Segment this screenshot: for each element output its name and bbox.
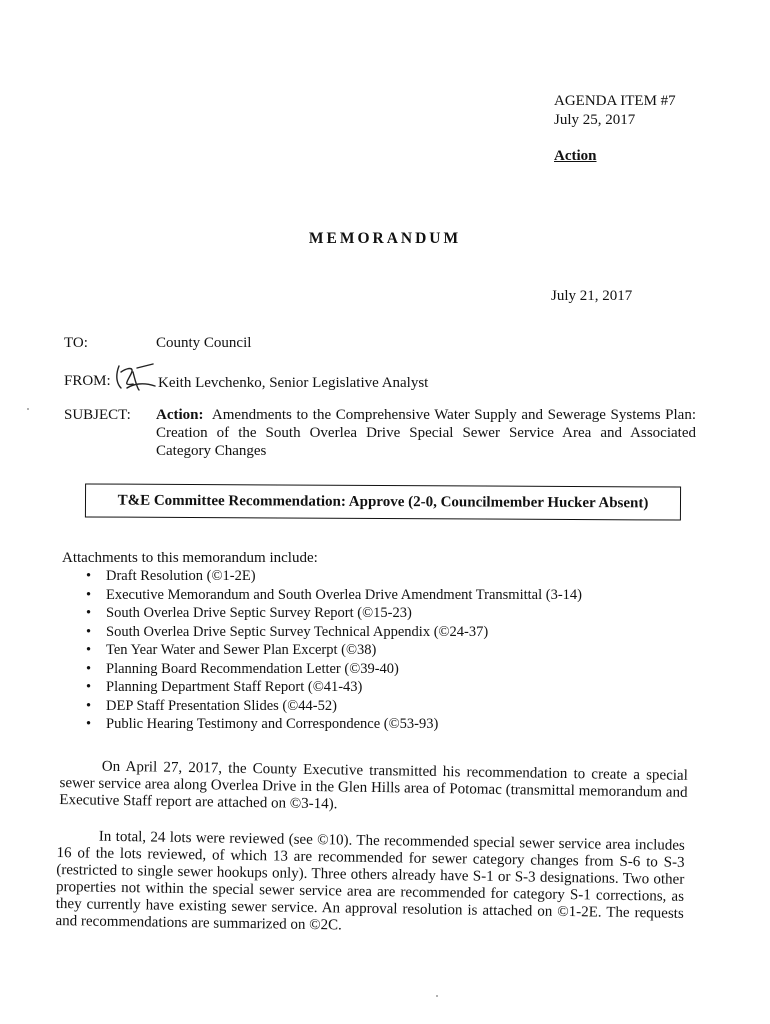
to-label: TO: bbox=[64, 335, 88, 351]
action-label: Action bbox=[554, 148, 597, 164]
agenda-header bbox=[554, 92, 676, 166]
memo-date: July 21, 2017 bbox=[551, 288, 633, 304]
subject-action-word: Action: bbox=[156, 407, 204, 423]
list-item: • Ten Year Water and Sewer Plan Excerpt (©38) bbox=[84, 641, 582, 660]
list-item: • Planning Board Recommendation Letter (©39-40) bbox=[84, 660, 582, 679]
paragraph-text: On April 27, 2017, the County Executive transmitted his recommendation to create a special sewer service area along Overlea Drive in the Glen Hills area of Potomac (transmittal memorandum and Executive Staff report are attached on ©3-14). bbox=[59, 758, 688, 813]
attachments-intro: Attachments to this memorandum include: bbox=[62, 550, 318, 566]
list-item: • Draft Resolution (©1-2E) bbox=[84, 567, 582, 586]
attachments-list bbox=[84, 567, 582, 734]
agenda-item-number: AGENDA ITEM #7 bbox=[554, 93, 676, 109]
scan-speck bbox=[436, 995, 438, 997]
subject-body: Amendments to the Comprehensive Water Supply and Sewerage Systems Plan: Creation of the South Overlea Drive Special Sewer Service Area and Associated Category Changes bbox=[156, 407, 696, 459]
list-item: • Executive Memorandum and South Overlea Drive Amendment Transmittal (3-14) bbox=[84, 586, 582, 605]
to-value: County Council bbox=[156, 335, 252, 351]
subject-text bbox=[156, 406, 696, 460]
scan-speck bbox=[27, 408, 29, 410]
memo-title: MEMORANDUM bbox=[308, 230, 462, 247]
list-item: • South Overlea Drive Septic Survey Report (©15-23) bbox=[84, 604, 582, 623]
subject-label: SUBJECT: bbox=[64, 407, 131, 423]
committee-recommendation-text: T&E Committee Recommendation: Approve (2-0, Councilmember Hucker Absent) bbox=[117, 492, 649, 511]
list-item: • Planning Department Staff Report (©41-43) bbox=[84, 678, 582, 697]
agenda-date: July 25, 2017 bbox=[554, 112, 636, 128]
paragraph-lots-reviewed bbox=[55, 828, 685, 940]
list-item: • DEP Staff Presentation Slides (©44-52) bbox=[84, 697, 582, 716]
from-value: Keith Levchenko, Senior Legislative Analyst bbox=[158, 375, 429, 391]
paragraph-text: In total, 24 lots were reviewed (see ©10). The recommended special sewer service area includes 16 of the lots reviewed, of which 13 are recommended for sewer category changes from S-6 to S-3 (restricted to single sewer hookups only). Three others already have S-1 or S-3 designations. Two other properties not within the special sewer service area are recommended for category S-1 corrections, as they currently have existing sewer service. An approval resolution is attached on ©1-2E. The requests and recommendations are summarized on ©2C. bbox=[55, 828, 685, 934]
from-label: FROM: bbox=[64, 373, 111, 389]
list-item: • South Overlea Drive Septic Survey Technical Appendix (©24-37) bbox=[84, 623, 582, 642]
initials-signature bbox=[113, 362, 159, 392]
list-item: • Public Hearing Testimony and Correspondence (©53-93) bbox=[84, 715, 582, 734]
committee-recommendation-box bbox=[85, 483, 681, 520]
paragraph-transmittal bbox=[59, 758, 688, 819]
